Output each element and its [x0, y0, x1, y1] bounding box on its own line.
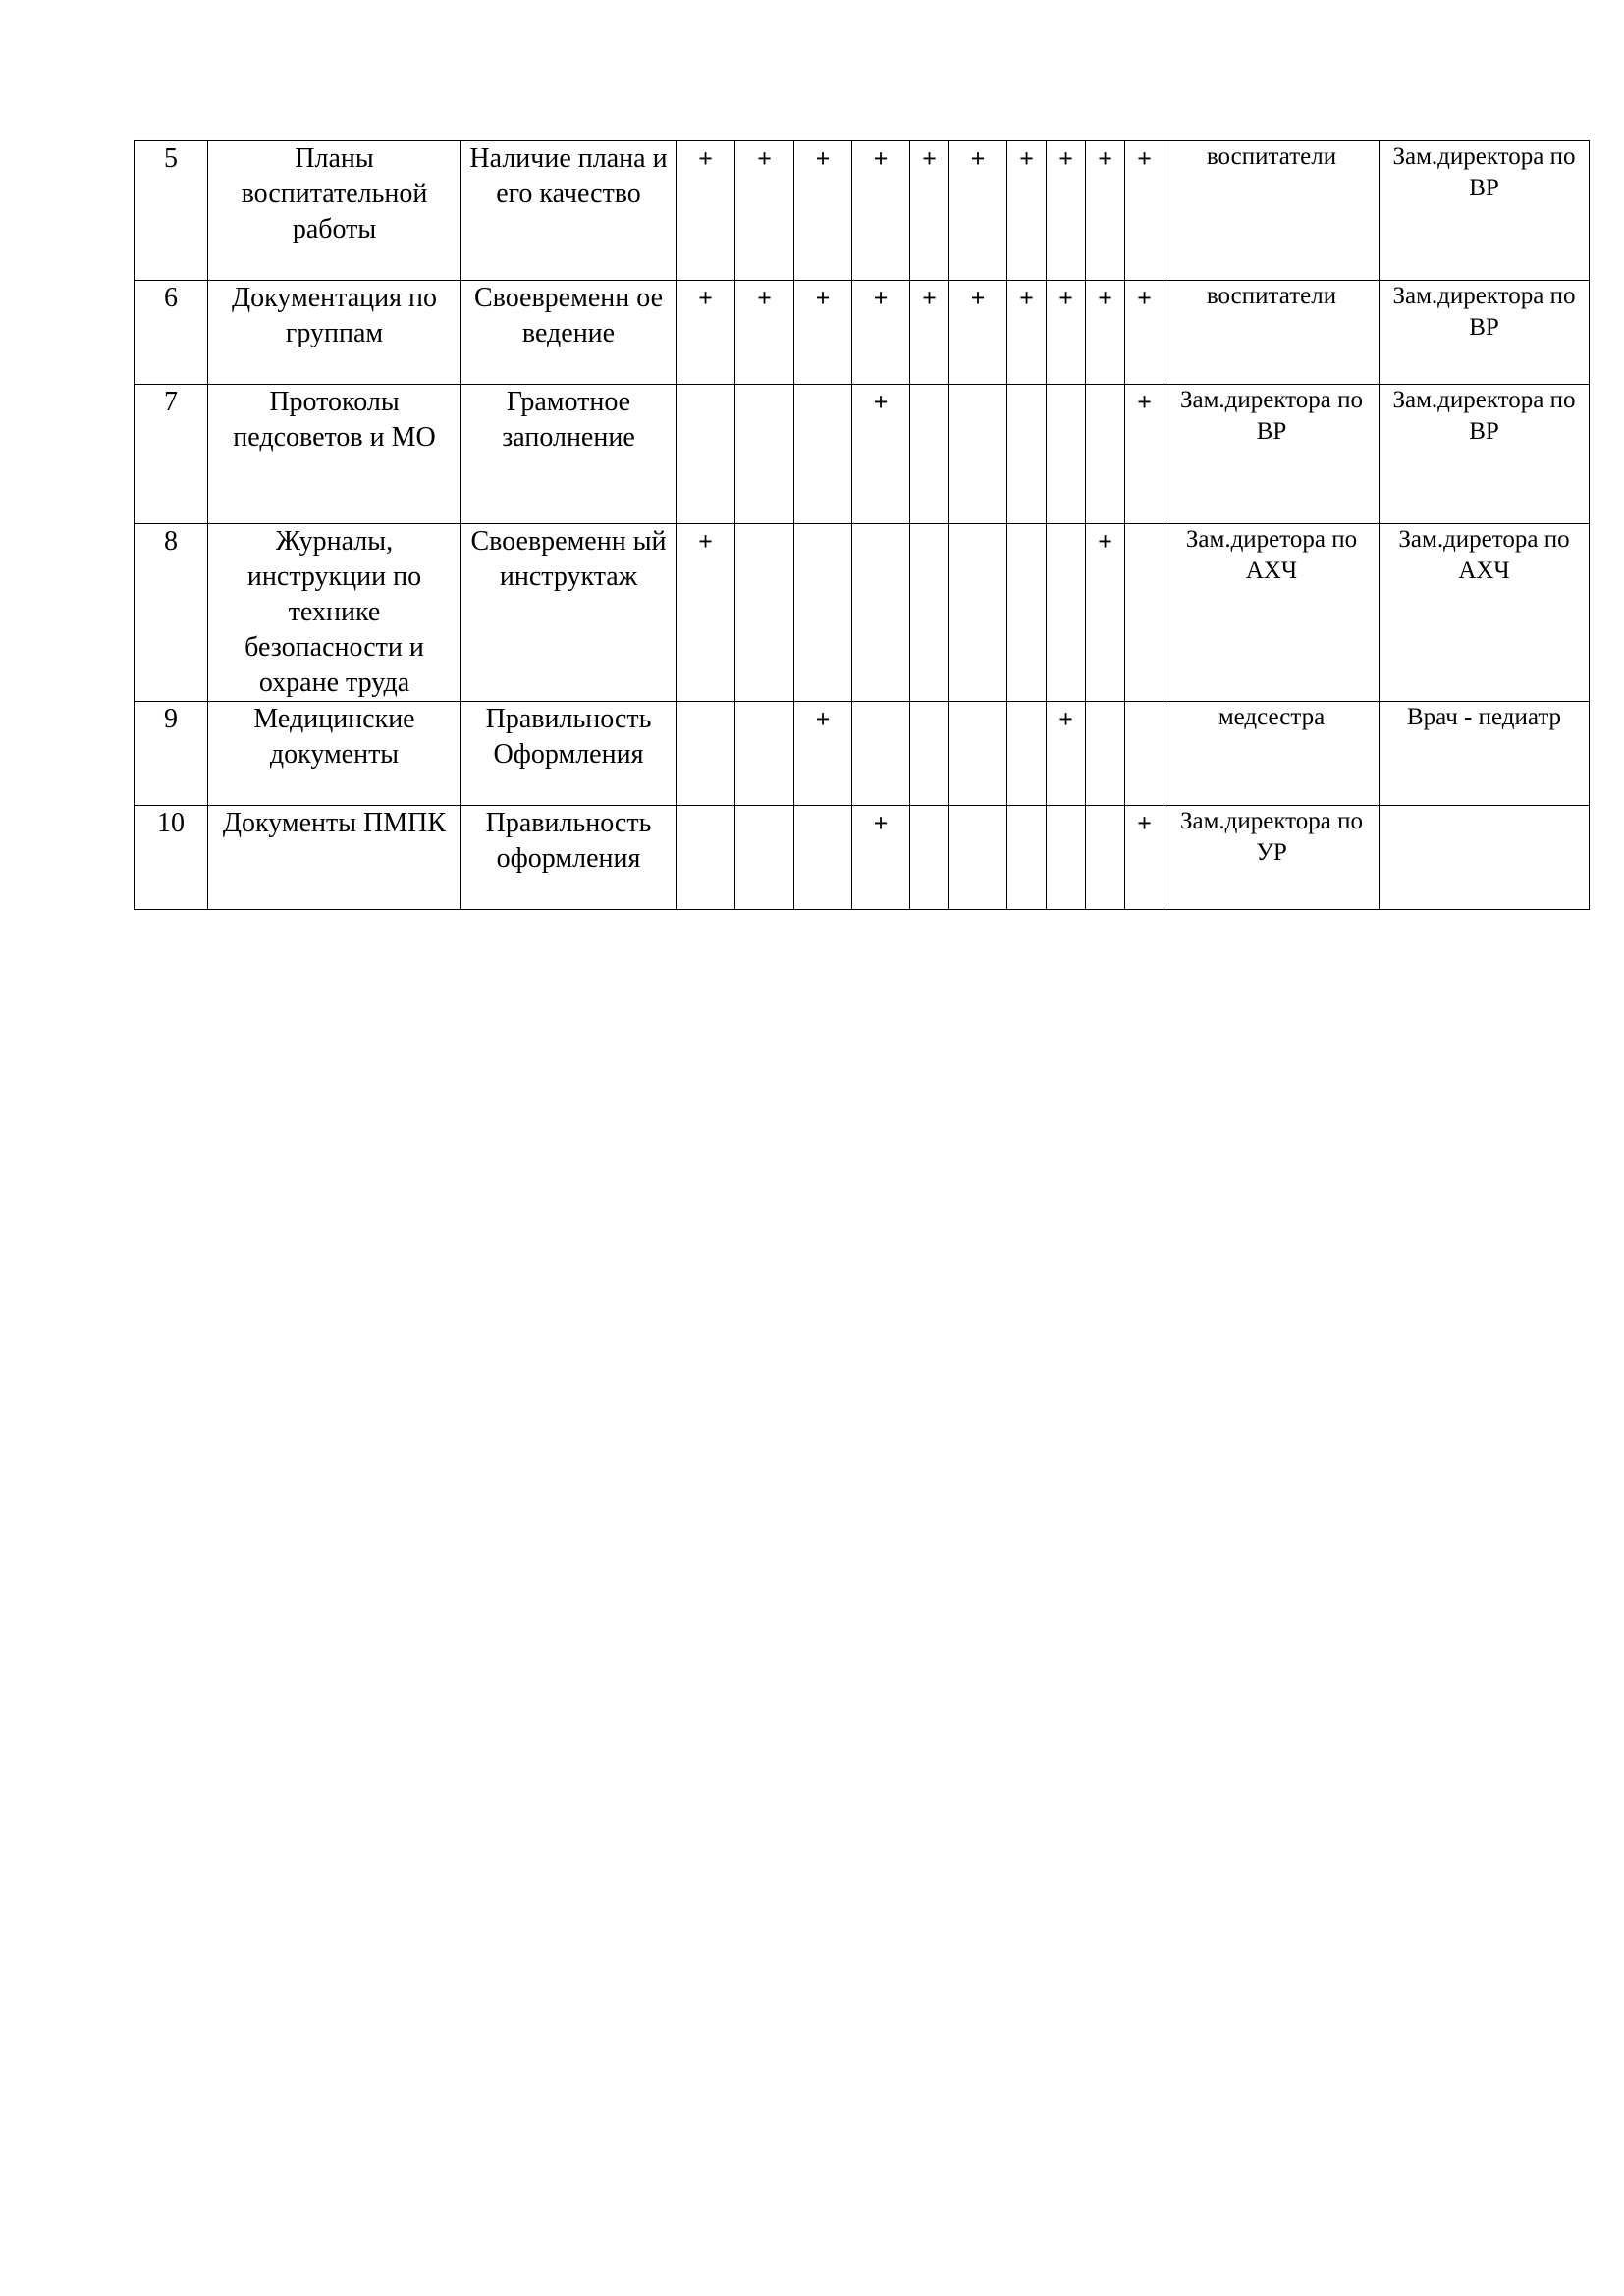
controller-person: Зам.директора по ВР: [1380, 141, 1590, 281]
table-row: [135, 141, 1590, 281]
document-name: Медицинские документы: [208, 702, 461, 806]
month-mark: [1125, 702, 1164, 806]
responsible-person: воспитатели: [1164, 141, 1380, 281]
month-mark: +: [949, 141, 1007, 281]
month-mark: +: [794, 281, 852, 385]
month-mark: [794, 385, 852, 524]
table-row: [135, 524, 1590, 702]
control-criterion: Своевременн ый инструктаж: [461, 524, 677, 702]
month-mark: +: [949, 281, 1007, 385]
month-mark: [735, 524, 794, 702]
month-mark: +: [1125, 141, 1164, 281]
month-mark: +: [1086, 281, 1125, 385]
month-mark: +: [852, 141, 910, 281]
month-mark: [910, 524, 949, 702]
controller-person: Врач - педиатр: [1380, 702, 1590, 806]
row-number: 9: [135, 702, 208, 806]
responsible-person: медсестра: [1164, 702, 1380, 806]
month-mark: +: [910, 141, 949, 281]
table-row: [135, 281, 1590, 385]
month-mark: +: [677, 141, 735, 281]
month-mark: [910, 385, 949, 524]
month-mark: [677, 702, 735, 806]
document-name: Журналы, инструкции по технике безопасности и охране труда: [208, 524, 461, 702]
responsible-person: воспитатели: [1164, 281, 1380, 385]
month-mark: +: [677, 281, 735, 385]
controller-person: Зам.диретора по АХЧ: [1380, 524, 1590, 702]
control-plan-table: [134, 140, 1590, 910]
month-mark: +: [1047, 702, 1086, 806]
month-mark: [1007, 524, 1047, 702]
month-mark: [949, 702, 1007, 806]
month-mark: [910, 702, 949, 806]
month-mark: [1086, 385, 1125, 524]
month-mark: [794, 806, 852, 910]
month-mark: [1125, 524, 1164, 702]
month-mark: [1007, 385, 1047, 524]
month-mark: +: [1086, 141, 1125, 281]
month-mark: [949, 524, 1007, 702]
month-mark: +: [1125, 806, 1164, 910]
month-mark: [1047, 524, 1086, 702]
month-mark: +: [1047, 141, 1086, 281]
control-criterion: Наличие плана и его качество: [461, 141, 677, 281]
control-criterion: Грамотное заполнение: [461, 385, 677, 524]
month-mark: +: [1125, 385, 1164, 524]
month-mark: [735, 702, 794, 806]
month-mark: [949, 385, 1007, 524]
responsible-person: Зам.директора по УР: [1164, 806, 1380, 910]
document-name: Планы воспитательной работы: [208, 141, 461, 281]
month-mark: +: [735, 141, 794, 281]
document-name: Протоколы педсоветов и МО: [208, 385, 461, 524]
document-name: Документы ПМПК: [208, 806, 461, 910]
month-mark: +: [794, 141, 852, 281]
month-mark: +: [794, 702, 852, 806]
month-mark: +: [1047, 281, 1086, 385]
month-mark: +: [677, 524, 735, 702]
month-mark: [735, 385, 794, 524]
control-criterion: Своевременн ое ведение: [461, 281, 677, 385]
row-number: 6: [135, 281, 208, 385]
month-mark: [677, 385, 735, 524]
month-mark: [735, 806, 794, 910]
month-mark: +: [1007, 281, 1047, 385]
responsible-person: Зам.диретора по АХЧ: [1164, 524, 1380, 702]
month-mark: [949, 806, 1007, 910]
row-number: 5: [135, 141, 208, 281]
row-number: 8: [135, 524, 208, 702]
controller-person: Зам.директора по ВР: [1380, 385, 1590, 524]
month-mark: [1086, 806, 1125, 910]
month-mark: [1047, 385, 1086, 524]
table-row: [135, 702, 1590, 806]
month-mark: +: [735, 281, 794, 385]
table-row: [135, 806, 1590, 910]
month-mark: [852, 702, 910, 806]
month-mark: +: [1007, 141, 1047, 281]
month-mark: [1086, 702, 1125, 806]
month-mark: +: [852, 806, 910, 910]
month-mark: [1047, 806, 1086, 910]
month-mark: [677, 806, 735, 910]
row-number: 7: [135, 385, 208, 524]
month-mark: +: [910, 281, 949, 385]
controller-person: Зам.директора по ВР: [1380, 281, 1590, 385]
month-mark: [852, 524, 910, 702]
month-mark: +: [852, 385, 910, 524]
month-mark: +: [1086, 524, 1125, 702]
document-name: Документация по группам: [208, 281, 461, 385]
month-mark: [1007, 806, 1047, 910]
month-mark: +: [1125, 281, 1164, 385]
responsible-person: Зам.директора по ВР: [1164, 385, 1380, 524]
month-mark: [794, 524, 852, 702]
month-mark: +: [852, 281, 910, 385]
month-mark: [910, 806, 949, 910]
control-criterion: Правильность Оформления: [461, 702, 677, 806]
control-criterion: Правильность оформления: [461, 806, 677, 910]
month-mark: [1007, 702, 1047, 806]
row-number: 10: [135, 806, 208, 910]
controller-person: [1380, 806, 1590, 910]
table-row: [135, 385, 1590, 524]
